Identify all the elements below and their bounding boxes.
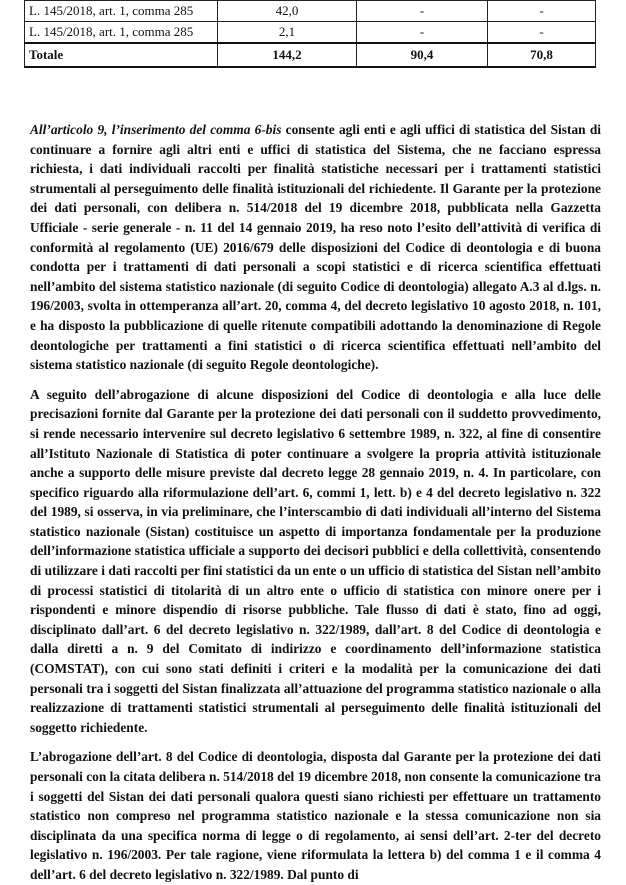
table-cell-value: - — [357, 22, 488, 44]
body-text — [30, 120, 601, 885]
table-cell-norm: L. 145/2018, art. 1, comma 285 — [25, 22, 218, 44]
financial-table — [24, 0, 596, 68]
total-value: 90,4 — [357, 43, 488, 67]
total-value: 144,2 — [218, 43, 357, 67]
paragraph — [30, 385, 601, 738]
table-row — [25, 1, 596, 22]
paragraph — [30, 120, 601, 375]
table-cell-value: - — [488, 1, 596, 22]
paragraph-text: A seguito dell’abrogazione di alcune disposizioni del Codice di deontologia e alla luce delle precisazioni fornite dal Garante per la protezione dei dati personali con il suddetto provvedimento, si rende necessario intervenire sul decreto legislativo 6 settembre 1989, n. 322, al fine di consentire all’Istituto Nazionale di Statistica di poter continuare a svolgere la propria attività istituzionale anche a supporto delle misure previste dal decreto legge 28 gennaio 2019, n. 4. In particolare, con specifico riguardo alla riformulazione dell’art. 6, commi 1, lett. b) e 4 del decreto legislativo n. 322 del 1989, si osserva, in via preliminare, che l’interscambio di dati individuali all’interno del Sistema statistico nazionale (Sistan) costituisce un aspetto di importanza fondamentale per la produzione dell’informazione statistica ufficiale a supporto dei decisori pubblici e della collettività, consentendo di utilizzare i dati raccolti per fini statistici da un ente o un ufficio di statistica del Sistan nell’ambito di processi statistici di titolarità di un altro ente o ufficio di statistica con minore onere per i rispondenti e minore dispendio di risorse pubbliche. Tale flusso di dati è stato, fino ad oggi, disciplinato dall’art. 6 del decreto legislativo n. 322/1989, dall’art. 8 del Codice di deontologia e dalla diretti a n. 9 del Comitato di indirizzo e coordinamento dell’informazione statistica (COMSTAT), con cui sono stati definiti i criteri e la modalità per la comunicazione dei dati personali tra i soggetti del Sistan finalizzata all’attuazione del programma statistico nazionale o alla realizzazione di trattamenti statistici strumentali al perseguimento delle finalità istituzionali del soggetto richiedente. — [30, 386, 601, 735]
total-value: 70,8 — [488, 43, 596, 67]
table-cell-value: - — [488, 22, 596, 44]
table-cell-norm: L. 145/2018, art. 1, comma 285 — [25, 1, 218, 22]
table-cell-value: 2,1 — [218, 22, 357, 44]
total-label: Totale — [25, 43, 218, 67]
paragraph-text: consente agli enti e agli uffici di statistica del Sistan di continuare a fornire agli altri enti e uffici di statistica del Sistema, che ne facciano espressa richiesta, i dati individuali raccolti per finalità statistiche necessari per i trattamenti statistici strumentali al perseguimento delle finalità istituzionali del richiedente. Il Garante per la protezione dei dati personali, con delibera n. 514/2018 del 19 dicembre 2018, pubblicata nella Gazzetta Ufficiale - serie generale - n. 11 del 14 gennaio 2019, ha reso noto l’esito dell’attività di verifica di conformità al regolamento (UE) 2016/679 delle disposizioni del Codice di deontologia e di buona condotta per i trattamenti di dati personali a scopi statistici e di ricerca scientifica effettuati nell’ambito del sistema statistico nazionale (di seguito Codice di deontologia) allegato A.3 al d.lgs. n. 196/2003, svolta in ottemperanza all’art. 20, comma 4, del decreto legislativo 10 agosto 2018, n. 101, e ha disposto la pubblicazione di quelle ritenute compatibili adottando la denominazione di Regole deontologiche per trattamenti a fini statistici o di ricerca scientifica effettuati nell’ambito del sistema statistico nazionale (di seguito Regole deontologiche). — [30, 122, 601, 373]
paragraph — [30, 747, 601, 884]
table-cell-value: - — [357, 1, 488, 22]
table-cell-value: 42,0 — [218, 1, 357, 22]
table-row — [25, 22, 596, 44]
paragraph-lead: All’articolo 9, l’inserimento del comma 6-bis — [30, 122, 282, 137]
paragraph-text: L’abrogazione dell’art. 8 del Codice di deontologia, disposta dal Garante per la protezione dei dati personali con la citata delibera n. 514/2018 del 19 dicembre 2018, non consente la comunicazione tra i soggetti del Sistan dei dati personali qualora questi siano richiesti per effettuare un trattamento statistico non compreso nel programma statistico nazionale e la stessa comunicazione non sia disciplinata da una specifica norma di legge o di regolamento, ai sensi dell’art. 2-ter del decreto legislativo n. 196/2003. Per tale ragione, viene riformulata la lettera b) del comma 1 e il comma 4 dell’art. 6 del decreto legislativo n. 322/1989. Dal punto di — [30, 749, 601, 882]
table-total-row — [25, 43, 596, 67]
